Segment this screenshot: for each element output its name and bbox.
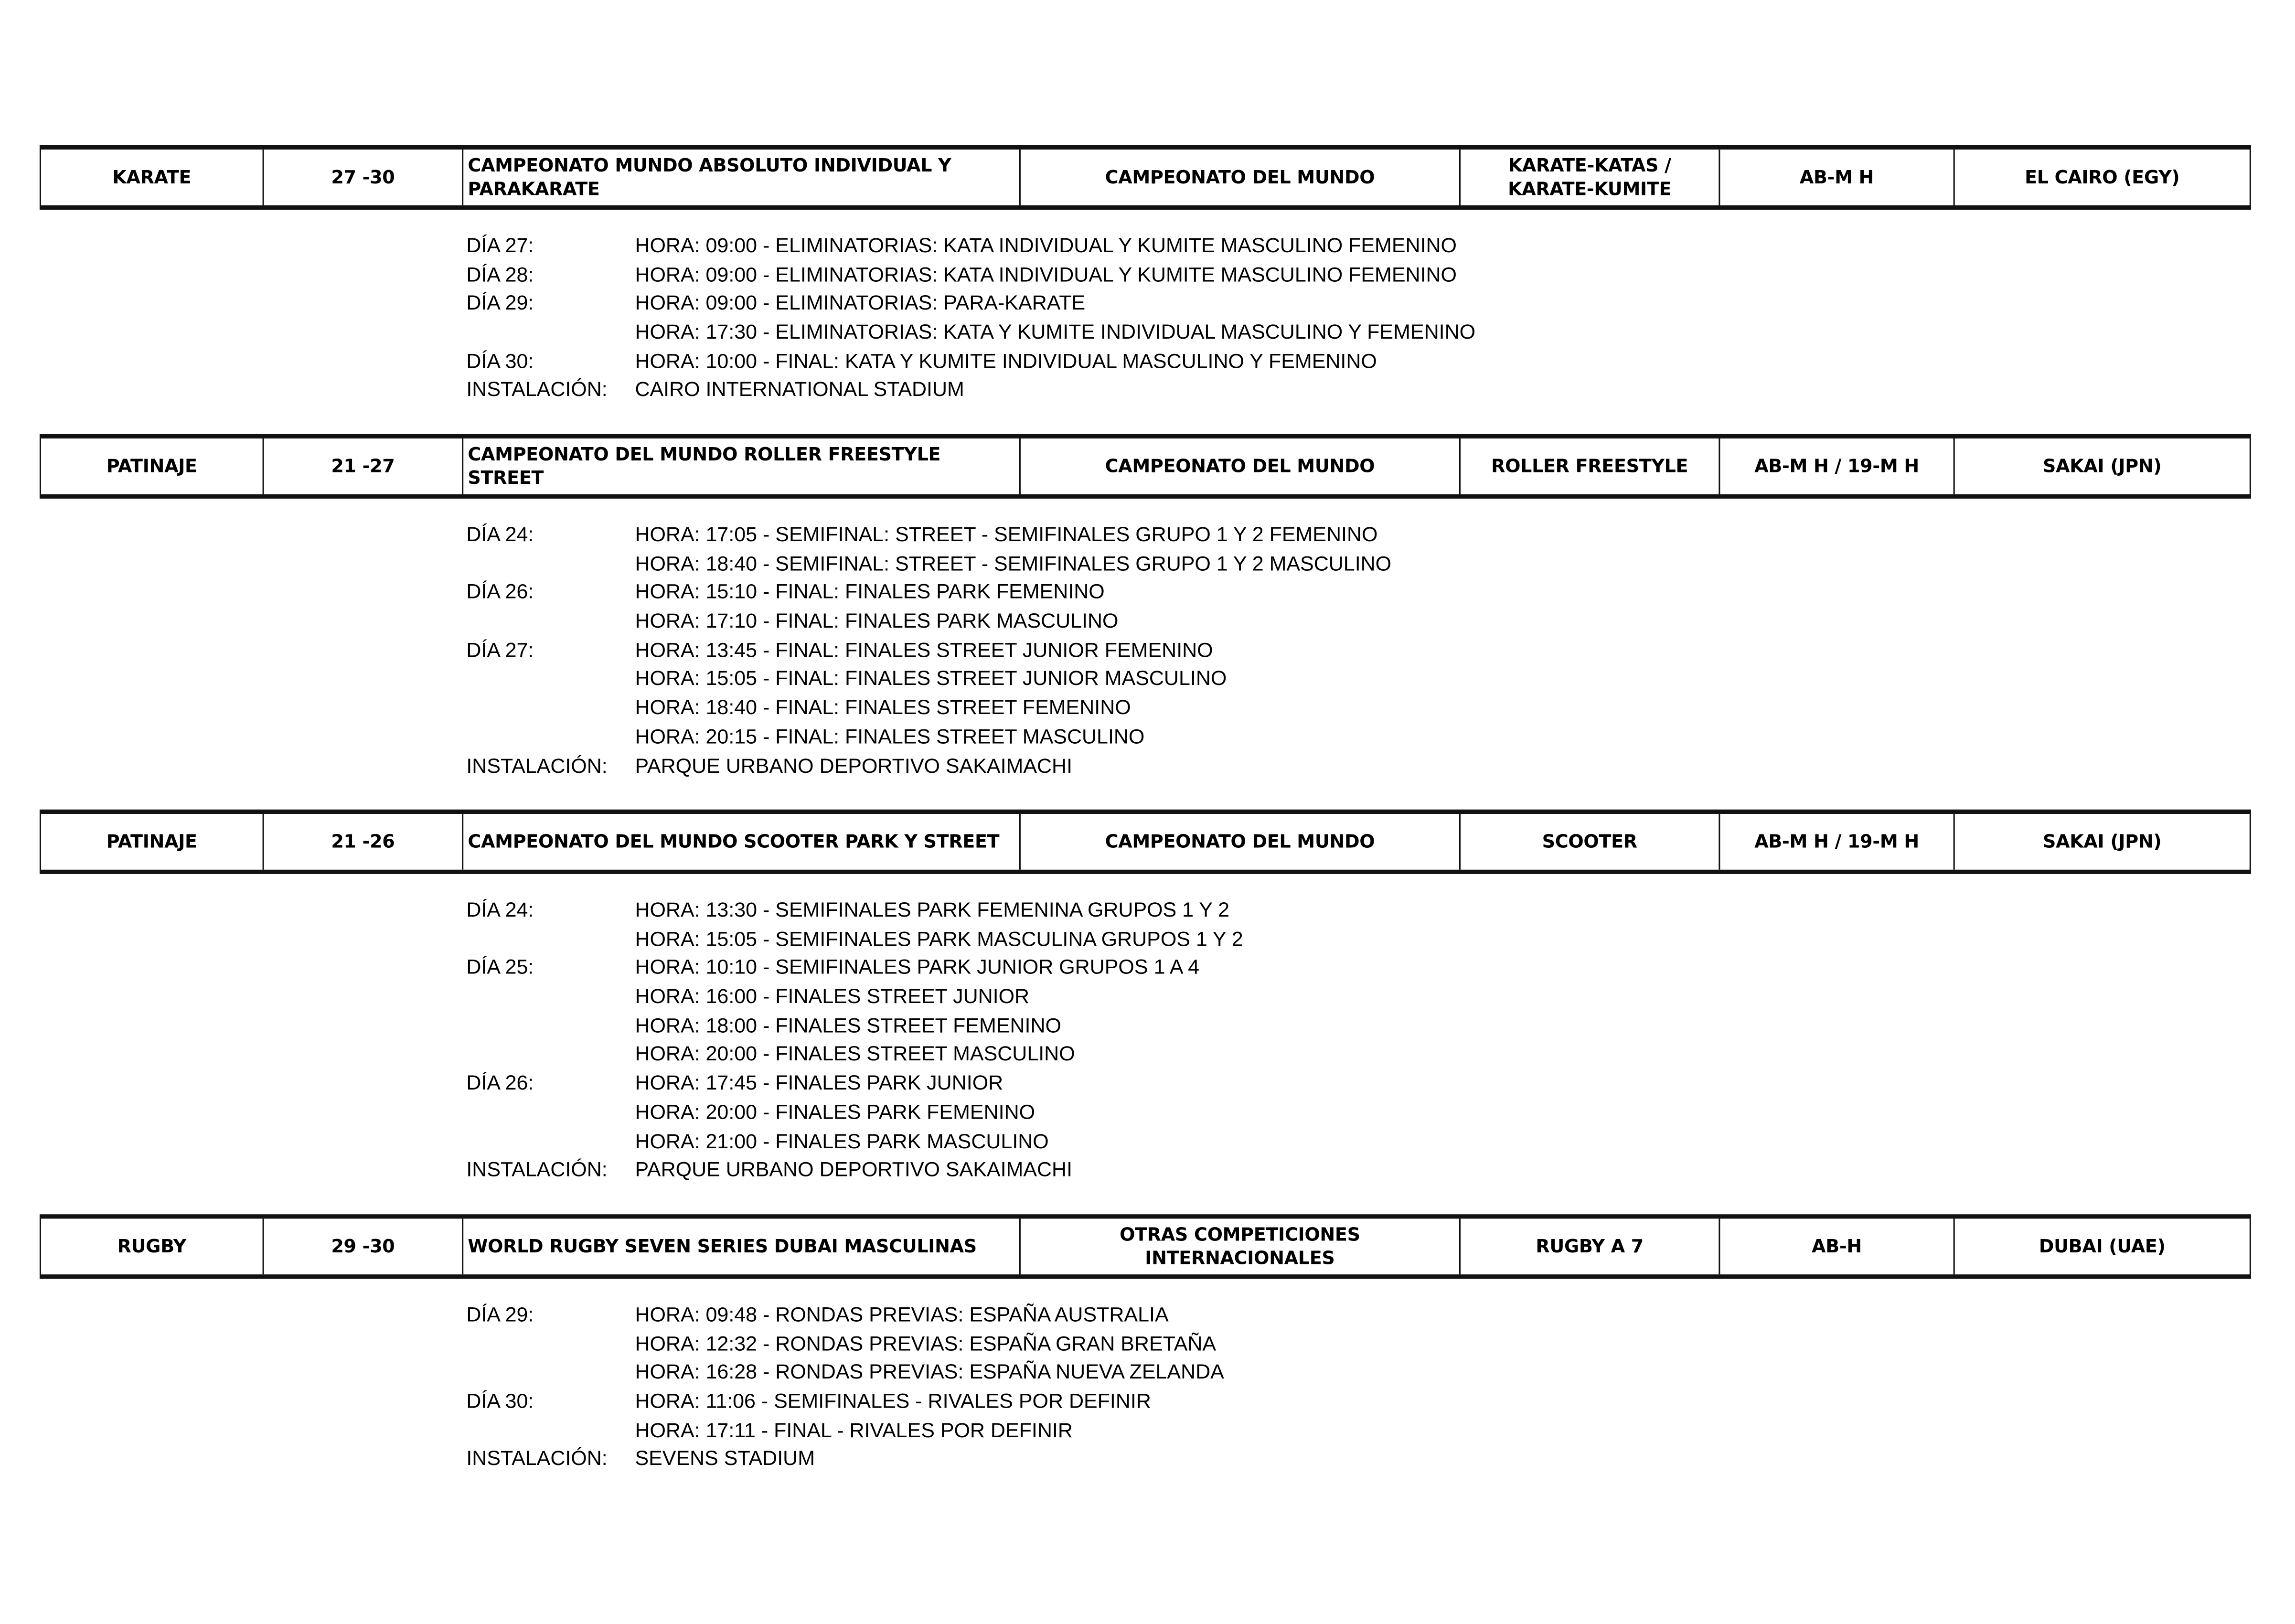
competition-cell: CAMPEONATO DEL MUNDO SCOOTER PARK Y STREET bbox=[463, 814, 1021, 870]
schedule-text: HORA: 16:00 - FINALES STREET JUNIOR bbox=[635, 984, 1030, 1008]
venue-name: PARQUE URBANO DEPORTIVO SAKAIMACHI bbox=[635, 1157, 1073, 1181]
sport-cell: KARATE bbox=[41, 150, 264, 205]
schedule-text: HORA: 20:00 - FINALES STREET MASCULINO bbox=[635, 1042, 1075, 1066]
event-header-row bbox=[40, 434, 2251, 499]
day-label: DÍA 29: bbox=[466, 291, 534, 315]
day-label: DÍA 24: bbox=[466, 897, 534, 921]
competition-type-cell: CAMPEONATO DEL MUNDO bbox=[1021, 150, 1461, 205]
schedule-text: HORA: 10:10 - SEMIFINALES PARK JUNIOR GRUPOS 1 A 4 bbox=[635, 955, 1200, 979]
venue-label: INSTALACIÓN: bbox=[466, 377, 608, 401]
schedule-text: HORA: 13:45 - FINAL: FINALES STREET JUNIOR FEMENINO bbox=[635, 637, 1213, 661]
schedule-text: HORA: 17:45 - FINALES PARK JUNIOR bbox=[635, 1070, 1003, 1094]
schedule-text: HORA: 09:48 - RONDAS PREVIAS: ESPAÑA AUSTRALIA bbox=[635, 1302, 1169, 1326]
schedule-text: HORA: 18:40 - FINAL: FINALES STREET FEMENINO bbox=[635, 695, 1131, 719]
location-cell: DUBAI (UAE) bbox=[2039, 1235, 2166, 1257]
day-label: DÍA 24: bbox=[466, 522, 534, 546]
competition-type-cell: CAMPEONATO DEL MUNDO bbox=[1021, 438, 1461, 494]
schedule-text: HORA: 18:40 - SEMIFINAL: STREET - SEMIFINALES GRUPO 1 Y 2 MASCULINO bbox=[635, 551, 1392, 575]
discipline-cell: SCOOTER bbox=[1461, 814, 1720, 870]
schedule-text: HORA: 11:06 - SEMIFINALES - RIVALES POR DEFINIR bbox=[635, 1389, 1151, 1412]
category-cell: AB-M H / 19-M H bbox=[1720, 438, 1954, 494]
schedule-text: HORA: 20:00 - FINALES PARK FEMENINO bbox=[635, 1100, 1035, 1123]
dates-cell: 21 -27 bbox=[264, 438, 464, 494]
discipline-cell: ROLLER FREESTYLE bbox=[1461, 438, 1720, 494]
competition-type-cell: CAMPEONATO DEL MUNDO bbox=[1021, 814, 1461, 870]
event-header-row bbox=[40, 810, 2251, 874]
location-cell: EL CAIRO (EGY) bbox=[2025, 165, 2180, 188]
day-label: DÍA 26: bbox=[466, 579, 534, 604]
discipline-cell: RUGBY A 7 bbox=[1461, 1218, 1720, 1274]
location-cell: SAKAI (JPN) bbox=[2043, 830, 2162, 852]
day-label: DÍA 27: bbox=[466, 637, 534, 661]
venue-name: CAIRO INTERNATIONAL STADIUM bbox=[635, 377, 964, 401]
schedule-text: HORA: 10:00 - FINAL: KATA Y KUMITE INDIVIDUAL MASCULINO Y FEMENINO bbox=[635, 348, 1377, 373]
sport-cell: PATINAJE bbox=[41, 814, 264, 870]
schedule-text: HORA: 17:05 - SEMIFINAL: STREET - SEMIFINALES GRUPO 1 Y 2 FEMENINO bbox=[635, 522, 1378, 546]
dates-cell: 27 -30 bbox=[264, 150, 464, 205]
competition-cell: CAMPEONATO MUNDO ABSOLUTO INDIVIDUAL Y PARAKARATE bbox=[463, 150, 1021, 205]
event-header-row bbox=[40, 145, 2251, 210]
competition-cell: WORLD RUGBY SEVEN SERIES DUBAI MASCULINAS bbox=[463, 1218, 1021, 1274]
sport-cell: PATINAJE bbox=[41, 438, 264, 494]
day-label: DÍA 25: bbox=[466, 955, 534, 979]
venue-label: INSTALACIÓN: bbox=[466, 1157, 608, 1181]
day-label: DÍA 30: bbox=[466, 348, 534, 373]
schedule-text: HORA: 13:30 - SEMIFINALES PARK FEMENINA GRUPOS 1 Y 2 bbox=[635, 897, 1230, 921]
schedule-text: HORA: 17:10 - FINAL: FINALES PARK MASCULINO bbox=[635, 609, 1119, 632]
discipline-cell: KARATE-KATAS / KARATE-KUMITE bbox=[1461, 150, 1720, 205]
sport-cell: RUGBY bbox=[41, 1218, 264, 1274]
dates-cell: 21 -26 bbox=[264, 814, 464, 870]
schedule-text: HORA: 12:32 - RONDAS PREVIAS: ESPAÑA GRAN BRETAÑA bbox=[635, 1331, 1217, 1355]
competition-cell: CAMPEONATO DEL MUNDO ROLLER FREESTYLE STREET bbox=[463, 438, 1021, 494]
day-label: DÍA 26: bbox=[466, 1070, 534, 1094]
schedule-text: HORA: 17:30 - ELIMINATORIAS: KATA Y KUMITE INDIVIDUAL MASCULINO Y FEMENINO bbox=[635, 320, 1476, 343]
schedule-text: HORA: 15:10 - FINAL: FINALES PARK FEMENINO bbox=[635, 579, 1105, 604]
schedule-text: HORA: 17:11 - FINAL - RIVALES POR DEFINIR bbox=[635, 1418, 1073, 1442]
category-cell: AB-M H bbox=[1720, 150, 1954, 205]
day-label: DÍA 27: bbox=[466, 233, 534, 257]
location-cell: SAKAI (JPN) bbox=[2043, 454, 2162, 477]
venue-label: INSTALACIÓN: bbox=[466, 753, 608, 777]
venue-name: SEVENS STADIUM bbox=[635, 1446, 815, 1470]
schedule-text: HORA: 15:05 - FINAL: FINALES STREET JUNIOR MASCULINO bbox=[635, 666, 1227, 690]
venue-name: PARQUE URBANO DEPORTIVO SAKAIMACHI bbox=[635, 753, 1073, 777]
day-label: DÍA 30: bbox=[466, 1389, 534, 1412]
schedule-text: HORA: 20:15 - FINAL: FINALES STREET MASCULINO bbox=[635, 724, 1145, 748]
schedule-text: HORA: 18:00 - FINALES STREET FEMENINO bbox=[635, 1013, 1061, 1036]
category-cell: AB-H bbox=[1720, 1218, 1954, 1274]
event-header-row bbox=[40, 1214, 2251, 1279]
schedule-text: HORA: 09:00 - ELIMINATORIAS: PARA-KARATE bbox=[635, 291, 1086, 315]
schedule-text: HORA: 15:05 - SEMIFINALES PARK MASCULINA GRUPOS 1 Y 2 bbox=[635, 926, 1243, 950]
category-cell: AB-M H / 19-M H bbox=[1720, 814, 1954, 870]
venue-label: INSTALACIÓN: bbox=[466, 1446, 608, 1470]
competition-type-cell: OTRAS COMPETICIONES INTERNACIONALES bbox=[1021, 1218, 1461, 1274]
schedule-text: HORA: 09:00 - ELIMINATORIAS: KATA INDIVIDUAL Y KUMITE MASCULINO FEMENINO bbox=[635, 233, 1457, 257]
schedule-text: HORA: 16:28 - RONDAS PREVIAS: ESPAÑA NUEVA ZELANDA bbox=[635, 1360, 1224, 1384]
day-label: DÍA 28: bbox=[466, 262, 534, 286]
day-label: DÍA 29: bbox=[466, 1302, 534, 1326]
schedule-text: HORA: 09:00 - ELIMINATORIAS: KATA INDIVIDUAL Y KUMITE MASCULINO FEMENINO bbox=[635, 262, 1457, 286]
schedule-text: HORA: 21:00 - FINALES PARK MASCULINO bbox=[635, 1128, 1049, 1152]
dates-cell: 29 -30 bbox=[264, 1218, 464, 1274]
